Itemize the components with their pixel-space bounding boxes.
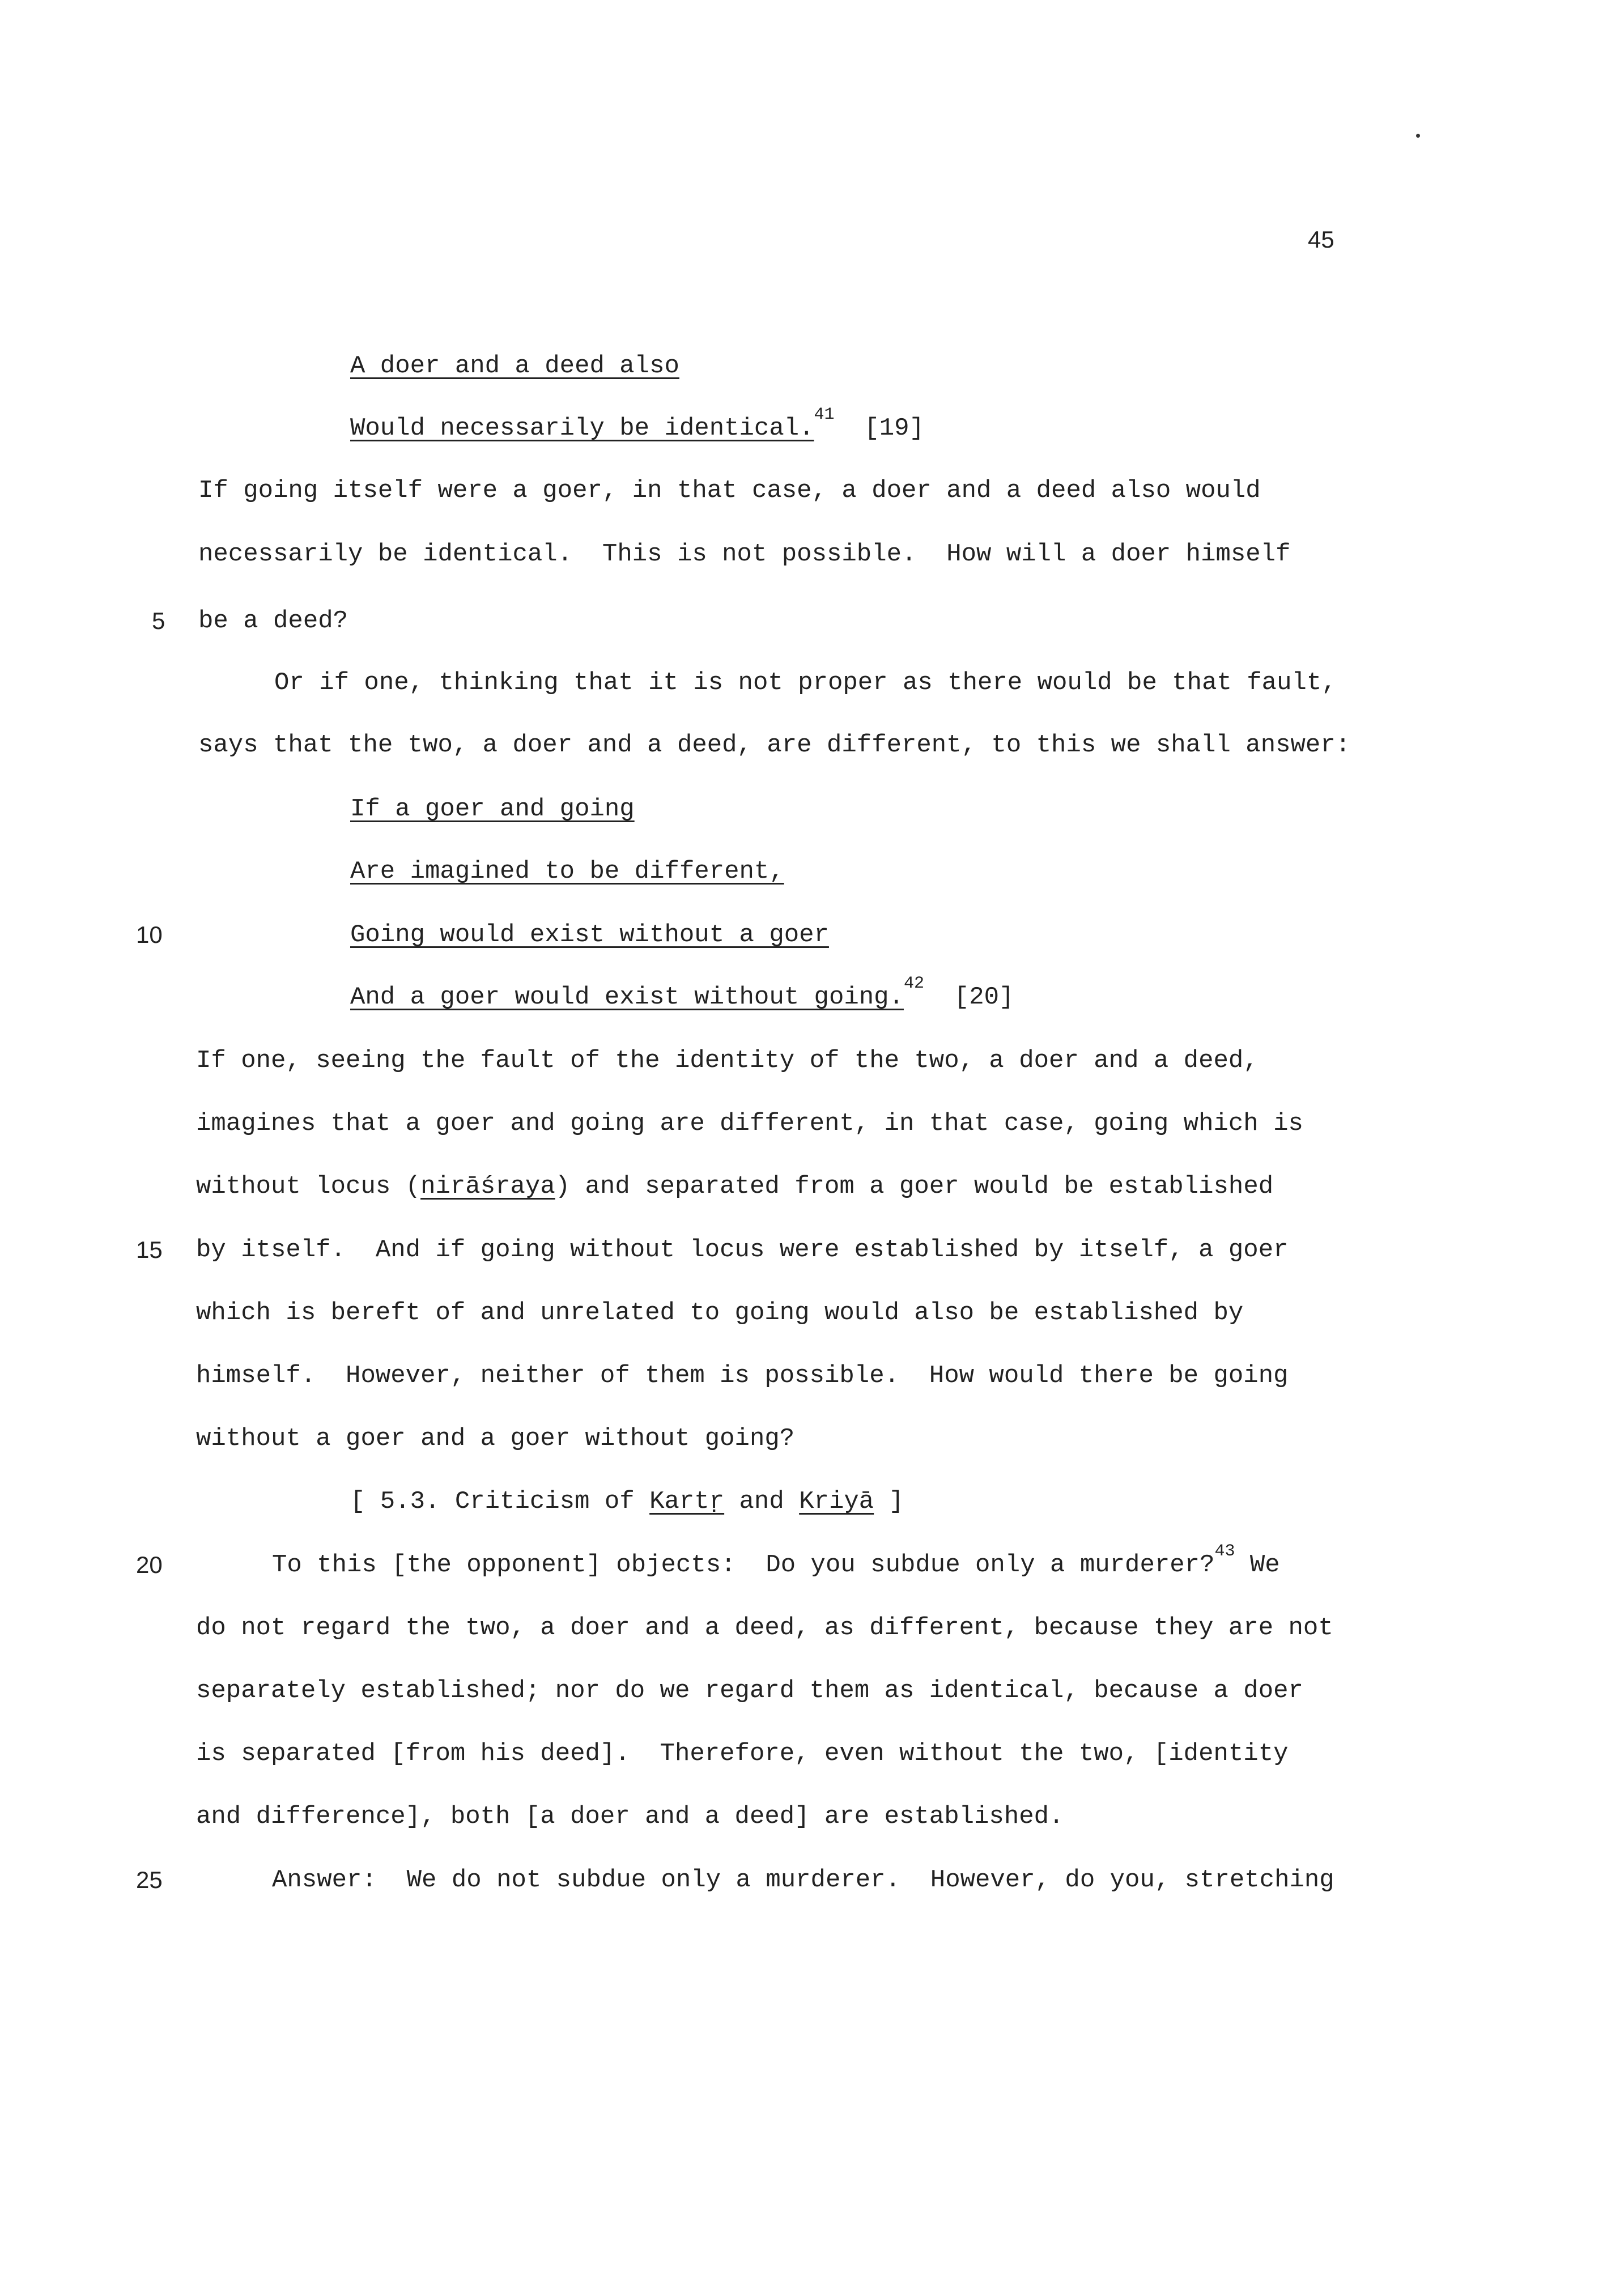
verse-19-line-1: A doer and a deed also (350, 352, 679, 380)
term-nirasraya: nirāśraya (420, 1172, 555, 1201)
para-4-line-4: is separated [from his deed]. Therefore, even without the two, [identity (196, 1740, 1289, 1768)
verse-20-line-3: Going would exist without a goer (350, 921, 829, 949)
line-number-5: 5 (152, 607, 165, 634)
para-3-line-5: which is bereft of and unrelated to going would also be established by (196, 1299, 1244, 1327)
footnote-43: 43 (1214, 1542, 1235, 1561)
para-3-line-3: without locus (nirāśraya) and separated from a goer would be established (196, 1172, 1274, 1201)
line-number-25: 25 (136, 1866, 163, 1893)
para-3-line-2: imagines that a goer and going are different, in that case, going which is (196, 1109, 1303, 1138)
verse-20-line-2: Are imagined to be different, (350, 857, 784, 886)
stray-mark (1416, 134, 1420, 138)
section-heading: [ 5.3. Criticism of Kartṛ and Kriyā ] (350, 1487, 904, 1516)
term-kriya: Kriyā (799, 1487, 874, 1516)
para-1-line-3: be a deed? (198, 607, 348, 635)
para-3-line-7: without a goer and a goer without going? (196, 1425, 795, 1453)
para-2-line-1: Or if one, thinking that it is not proper as there would be that fault, (274, 669, 1337, 697)
term-kartr: Kartṛ (649, 1487, 725, 1516)
verse-ref-19: [19] (864, 414, 924, 443)
line-number-15: 15 (136, 1236, 163, 1263)
page-number: 45 (1308, 226, 1334, 253)
para-1-line-1: If going itself were a goer, in that case, a doer and a deed also would (198, 477, 1261, 505)
verse-20-line-4: And a goer would exist without going.$^{42}$ [20] (350, 974, 1014, 1011)
footnote-42: 42 (903, 974, 924, 993)
para-4-line-5: and difference], both [a doer and a deed] are established. (196, 1802, 1064, 1831)
line-number-20: 20 (136, 1551, 163, 1578)
para-4-line-3: separately established; nor do we regard them as identical, because a doer (196, 1677, 1303, 1705)
para-4-line-1: To this [the opponent] objects: Do you subdue only a murderer?$^{43}$ We (272, 1542, 1280, 1579)
para-2-line-2: says that the two, a doer and a deed, are different, to this we shall answer: (198, 731, 1351, 759)
para-1-line-2: necessarily be identical. This is not possible. How will a doer himself (198, 540, 1291, 568)
para-3-line-1: If one, seeing the fault of the identity of the two, a doer and a deed, (196, 1047, 1259, 1075)
footnote-41: 41 (814, 405, 835, 424)
verse-20-line-1: If a goer and going (350, 795, 635, 823)
para-4-line-2: do not regard the two, a doer and a deed, as different, because they are not (196, 1614, 1333, 1642)
para-3-line-4: by itself. And if going without locus were established by itself, a goer (196, 1236, 1289, 1264)
verse-19-line-2: Would necessarily be identical.$^{41}$ [19] (350, 405, 924, 443)
para-3-line-6: himself. However, neither of them is possible. How would there be going (196, 1362, 1289, 1390)
verse-ref-20: [20] (954, 983, 1014, 1011)
line-number-10: 10 (136, 921, 163, 948)
para-5-line-1: Answer: We do not subdue only a murderer. However, do you, stretching (272, 1866, 1334, 1894)
